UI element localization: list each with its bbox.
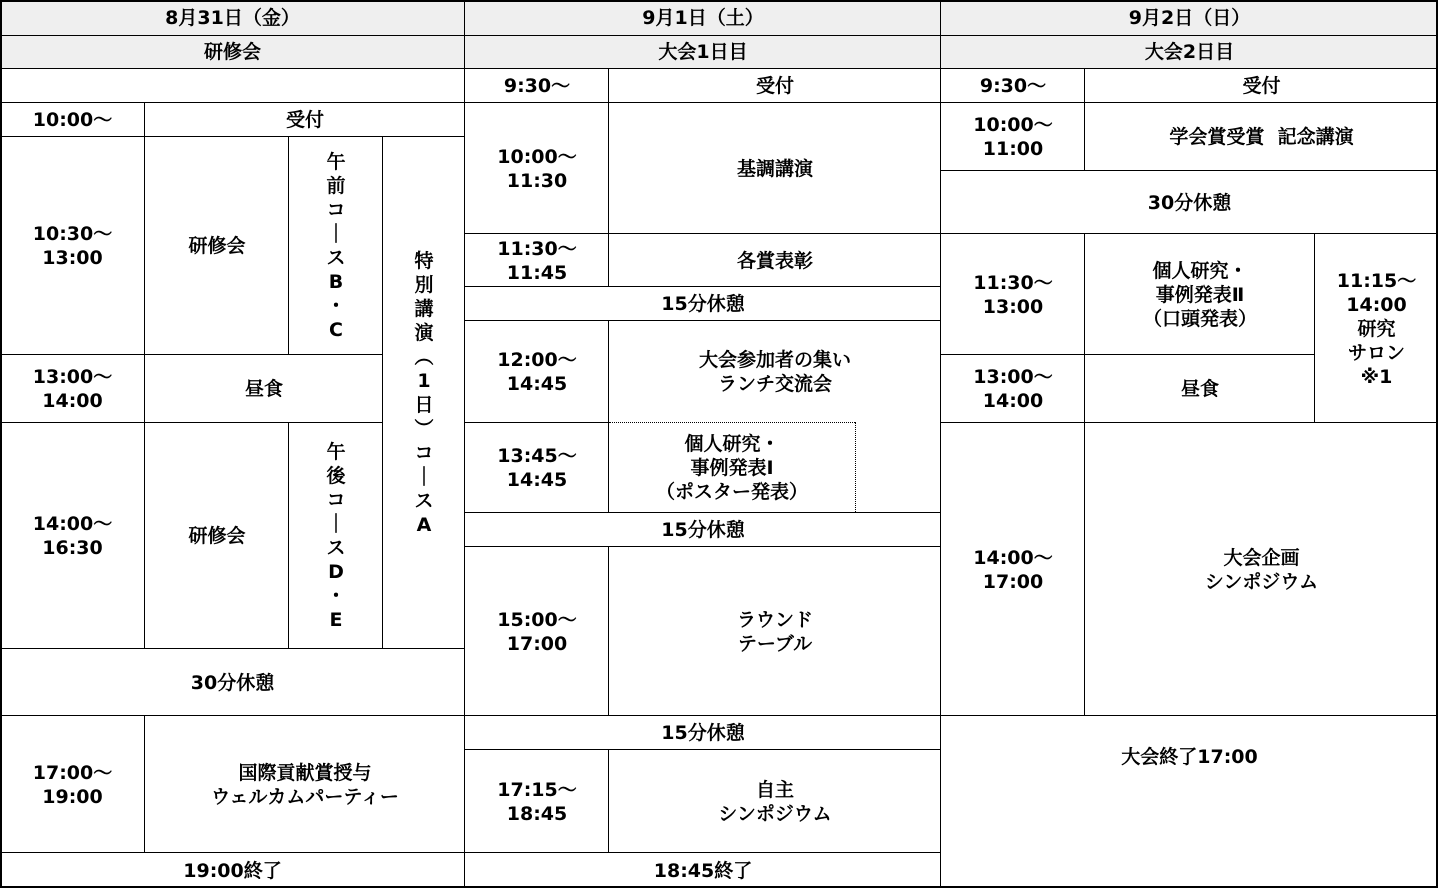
day2-roundtable-label: ラウンド テーブル: [736, 608, 813, 655]
grid-line: [0, 354, 383, 355]
grid-line: [1084, 233, 1085, 716]
vertical-char: 1: [417, 370, 431, 392]
vertical-char: ・: [326, 295, 346, 317]
day1-reception-label: 受付: [285, 109, 324, 131]
day2-title-header: 大会1日目: [465, 35, 941, 69]
vertical-char: ス: [414, 490, 434, 512]
vertical-char: 演: [414, 322, 434, 344]
vertical-char: 午: [326, 151, 346, 173]
day1-date-header: 8月31日（金）: [0, 0, 465, 35]
day1-lunch-label: 昼食: [244, 378, 283, 400]
day2-awards-label: 各賞表彰: [736, 249, 813, 272]
vertical-char: ス: [326, 537, 346, 559]
vertical-char: C: [329, 319, 343, 341]
grid-line-dotted: [855, 422, 856, 512]
grid-line: [941, 233, 1438, 234]
grid-line: [0, 422, 383, 423]
grid-line: [0, 68, 1438, 69]
day2-roundtable-time: 15:00〜 17:00: [497, 608, 577, 655]
grid-line: [0, 648, 465, 649]
day3-date-header: 9月2日（日）: [941, 0, 1438, 35]
day2-keynote-time: 10:00〜 11:30: [497, 145, 577, 192]
vertical-char: ｜: [326, 223, 346, 245]
grid-line: [0, 852, 465, 853]
grid-line: [1314, 233, 1315, 423]
grid-line: [465, 749, 941, 750]
day1-session2-label: 研修会: [188, 525, 246, 547]
grid-line: [941, 715, 1438, 716]
day1-session1-time: 10:30〜 13:00: [32, 223, 113, 269]
vertical-char: 講: [414, 298, 434, 320]
day1-title-header: 研修会: [0, 35, 465, 69]
grid-line: [288, 136, 289, 355]
grid-line: [941, 170, 1438, 171]
day3-end-label: 大会終了17:00: [1121, 746, 1258, 768]
day2-keynote-label: 基調講演: [736, 157, 813, 180]
day3-salon-label: 11:15〜 14:00 研究 サロン ※1: [1336, 269, 1417, 388]
grid-line: [382, 136, 383, 649]
day3-symposium-label: 大会企画 シンポジウム: [1204, 546, 1319, 593]
day1-session1-label: 研修会: [188, 235, 246, 257]
day2-poster-time: 13:45〜 14:45: [497, 445, 577, 491]
day2-reception-label: 受付: [755, 75, 794, 97]
day1-party-time: 17:00〜 19:00: [32, 761, 113, 808]
day2-reception-time: 9:30〜: [503, 75, 571, 97]
grid-line: [144, 102, 145, 649]
vertical-char: B: [328, 271, 344, 293]
vertical-char: 日: [414, 394, 434, 416]
grid-line: [465, 852, 941, 853]
vertical-char: コ: [326, 199, 346, 221]
grid-line: [288, 422, 289, 649]
vertical-char: A: [416, 514, 432, 536]
day1-end-label: 19:00終了: [183, 859, 282, 882]
vertical-char: ｜: [414, 466, 434, 488]
day1-reception-time: 10:00〜: [32, 109, 113, 131]
grid-line: [144, 715, 145, 853]
day1-session2-time: 14:00〜 16:30: [32, 513, 113, 559]
grid-line: [1084, 68, 1085, 171]
grid-line: [465, 546, 941, 547]
grid-line: [0, 35, 1438, 36]
vertical-char: コ: [326, 489, 346, 511]
vertical-char: 午: [326, 441, 346, 463]
grid-line: [941, 422, 1438, 423]
grid-line: [0, 715, 465, 716]
day3-lunch-label: 昼食: [1180, 378, 1219, 400]
grid-line-dotted: [609, 422, 855, 423]
grid-line: [0, 136, 465, 137]
day3-break-label: 30分休憩: [1147, 191, 1232, 214]
day3-oral-label: 個人研究・ 事例発表Ⅱ （口頭発表）: [1142, 259, 1257, 330]
day3-symposium-time: 14:00〜 17:00: [973, 546, 1053, 593]
grid-line: [465, 286, 941, 287]
vertical-char: コ: [414, 442, 434, 464]
vertical-char: 後: [326, 465, 346, 487]
day2-lunch-label: 大会参加者の集い ランチ交流会: [698, 349, 851, 395]
grid-line: [465, 715, 941, 716]
vertical-char: 別: [414, 274, 434, 296]
day3-award-time: 10:00〜 11:00: [973, 114, 1053, 160]
vertical-char: 前: [326, 175, 346, 197]
day-divider: [940, 0, 941, 888]
grid-line: [0, 102, 1438, 103]
vertical-char: ・: [326, 585, 346, 607]
grid-line: [465, 320, 941, 321]
day2-lunch-time: 12:00〜 14:45: [497, 349, 577, 395]
day2-break1-label: 15分休憩: [661, 293, 745, 315]
grid-line: [608, 546, 609, 716]
day2-break2-label: 15分休憩: [661, 519, 745, 541]
vertical-char: E: [329, 609, 343, 631]
day3-oral-time: 11:30〜 13:00: [973, 271, 1053, 318]
vertical-char: ︵: [414, 346, 434, 368]
day3-reception-label: 受付: [1242, 75, 1281, 97]
grid-line: [608, 320, 609, 513]
grid-line: [465, 233, 941, 234]
vertical-char: ｜: [326, 513, 346, 535]
day3-title-header: 大会2日目: [941, 35, 1438, 69]
grid-line: [941, 354, 1315, 355]
vertical-char: D: [328, 561, 344, 583]
grid-line: [465, 512, 941, 513]
grid-line: [465, 422, 609, 423]
day2-symposium-label: 自主 シンポジウム: [718, 778, 832, 825]
vertical-char: ス: [326, 247, 346, 269]
day1-break-label: 30分休憩: [190, 671, 275, 694]
day2-break3-label: 15分休憩: [661, 722, 745, 744]
day2-awards-time: 11:30〜 11:45: [497, 237, 577, 284]
day-divider: [464, 0, 465, 888]
day3-reception-time: 9:30〜: [979, 75, 1047, 97]
day3-award-label: 学会賞受賞 記念講演: [1169, 126, 1354, 148]
grid-line: [608, 749, 609, 853]
vertical-char: 特: [414, 250, 434, 272]
day1-party-label: 国際貢献賞授与 ウェルカムパーティー: [211, 761, 399, 808]
day2-date-header: 9月1日（土）: [465, 0, 941, 35]
day3-lunch-time: 13:00〜 14:00: [973, 366, 1053, 412]
day2-symposium-time: 17:15〜 18:45: [497, 778, 577, 825]
day2-poster-label: 個人研究・ 事例発表Ⅰ （ポスター発表）: [655, 433, 808, 503]
day2-end-label: 18:45終了: [653, 859, 753, 882]
grid-line: [608, 68, 609, 287]
day1-lunch-time: 13:00〜 14:00: [32, 366, 113, 412]
vertical-char: ︶: [414, 418, 434, 440]
